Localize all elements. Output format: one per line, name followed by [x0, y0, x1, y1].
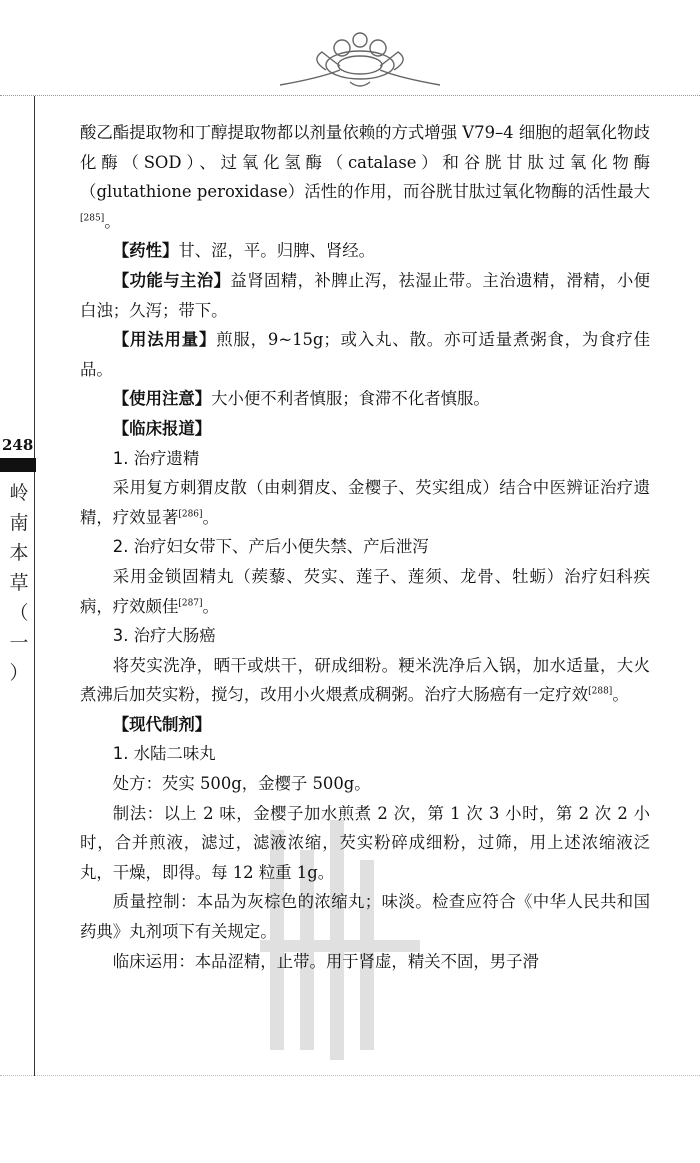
- series-title-char: 一: [9, 632, 29, 654]
- header-rule: [0, 95, 700, 96]
- series-title: [8, 478, 30, 688]
- section-heading: 【现代制剂】: [112, 714, 212, 734]
- clinical-paragraph: [80, 651, 650, 710]
- paragraph-end: 。: [104, 211, 121, 231]
- series-title-char: 草: [9, 572, 29, 594]
- series-title-char: 岭: [9, 482, 29, 504]
- section-linchuang: [80, 414, 650, 444]
- paragraph-text: 酸乙酯提取物和丁醇提取物都以剂量依赖的方式增强 V79–4 细胞的超氧化物歧化酶（SOD）、过氧化氢酶（catalase）和谷胱甘肽过氧化物酶（glutathione peroxidase）活性的作用，而谷胱甘肽过氧化物酶的活性最大: [80, 123, 650, 202]
- paragraph-end: 。: [202, 507, 219, 527]
- paragraph-end: 。: [612, 685, 629, 705]
- subsection-title: 2. 治疗妇女带下、产后小便失禁、产后泄泻: [112, 537, 429, 557]
- page-number: 248: [2, 436, 34, 454]
- paragraph-end: 。: [202, 596, 219, 616]
- section-gongneng: [80, 266, 650, 325]
- usage-paragraph: 临床运用：本品涩精，止带。用于肾虚，精关不固，男子滑: [112, 951, 539, 971]
- subsection-title: 1. 治疗遗精: [112, 448, 200, 468]
- intro-paragraph: [80, 118, 650, 236]
- citation-ref: [288]: [588, 686, 613, 697]
- section-text: 煎服，9~15g；或入丸、散。亦可适量煮粥食，为食疗佳品。: [80, 330, 651, 379]
- quality-paragraph: 质量控制：本品为灰棕色的浓缩丸；味淡。检查应符合《中华人民共和国药典》丸剂项下有关规定。: [80, 892, 650, 942]
- section-heading: 【临床报道】: [112, 418, 212, 438]
- clinical-paragraph: [80, 562, 650, 621]
- series-title-char: （: [9, 602, 29, 624]
- footer-rule: [0, 1075, 700, 1076]
- section-text: 益肾固精，补脾止泻，祛湿止带。主治遗精，滑精，小便白浊；久泻；带下。: [80, 270, 651, 320]
- subsection-title: 3. 治疗大肠癌: [112, 626, 216, 646]
- clinical-paragraph: [80, 473, 650, 532]
- series-title-char: ）: [9, 662, 29, 684]
- paragraph-text: 采用金锁固精丸（蒺藜、芡实、莲子、莲须、龙骨、牡蛎）治疗妇科疾病，疗效颇佳: [80, 566, 650, 616]
- citation-ref: [286]: [178, 509, 203, 520]
- series-title-char: 本: [9, 542, 29, 564]
- recipe-paragraph: 处方：芡实 500g，金樱子 500g。: [112, 774, 371, 794]
- section-heading: 【用法用量】: [112, 330, 217, 350]
- section-yongfa: [80, 325, 650, 384]
- paragraph-text: 采用复方刺猬皮散（由刺猬皮、金樱子、芡实组成）结合中医辨证治疗遗精，疗效显著: [80, 478, 650, 527]
- section-text: 大小便不利者慎服；食滞不化者慎服。: [211, 389, 490, 409]
- section-text: 甘、涩，平。归脾、肾经。: [178, 241, 376, 261]
- section-xiandai: [80, 710, 650, 740]
- section-heading: 【药性】: [112, 241, 179, 261]
- citation-ref: [285]: [80, 213, 105, 224]
- citation-ref: [287]: [178, 598, 203, 609]
- paragraph-text: 将芡实洗净，晒干或烘干，研成细粉。粳米洗净后入锅，加水适量，大火煮沸后加芡实粉，搅匀，改用小火煨煮成稠粥。治疗大肠癌有一定疗效: [80, 655, 650, 705]
- left-margin-line: [34, 96, 35, 1076]
- section-zhuyi: [80, 384, 650, 414]
- decorative-knot-ornament: [270, 30, 450, 90]
- subsection-title: 1. 水陆二味丸: [112, 744, 216, 764]
- section-yaoxing: [80, 236, 650, 266]
- section-heading: 【使用注意】: [112, 389, 212, 409]
- series-title-char: 南: [9, 512, 29, 534]
- method-paragraph: 制法：以上 2 味，金樱子加水煎煮 2 次，第 1 次 3 小时，第 2 次 2 小时，合并煎液，滤过，滤液浓缩，芡实粉碎成细粉，过筛，用上述浓缩液泛丸，干燥，即得。每 12 粒重 1g。: [80, 803, 650, 882]
- page-body: [80, 118, 650, 976]
- section-heading: 【功能与主治】: [112, 270, 231, 290]
- page-tab-marker: [0, 458, 36, 472]
